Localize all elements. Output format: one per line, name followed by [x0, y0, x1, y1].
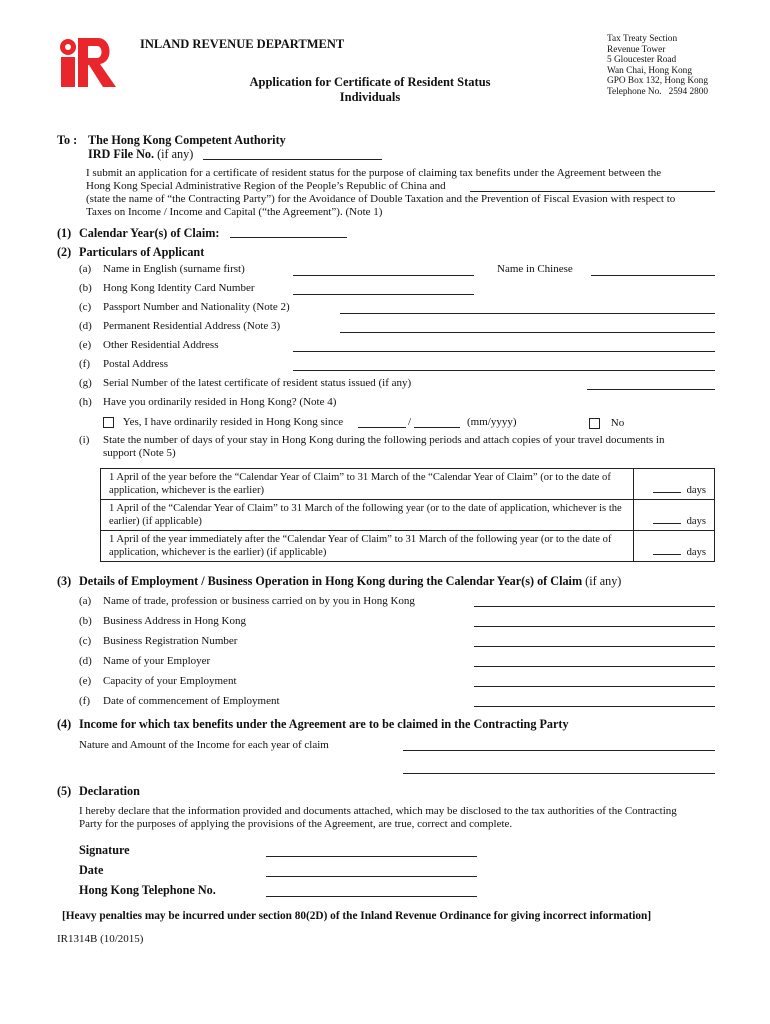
br-number-field[interactable]	[474, 646, 715, 647]
resided-since-year-field[interactable]	[414, 427, 460, 428]
s3-item-e-label: Capacity of your Employment	[103, 675, 237, 687]
english-name-field[interactable]	[293, 275, 474, 276]
item-b-label: Hong Kong Identity Card Number	[103, 282, 255, 294]
address-line: Tax Treaty Section	[607, 34, 678, 44]
employment-capacity-field[interactable]	[474, 686, 715, 687]
ird-file-label: IRD File No.	[88, 147, 155, 161]
resided-since-month-field[interactable]	[358, 427, 406, 428]
table-row	[101, 500, 715, 531]
days-cell[interactable]	[634, 469, 715, 500]
date-label: Date	[79, 863, 104, 877]
chinese-name-field[interactable]	[591, 275, 715, 276]
item-h-letter: (h)	[79, 396, 92, 408]
section5-title: Declaration	[79, 784, 140, 798]
section5-number: (5)	[57, 784, 72, 798]
form-title-line2: Individuals	[339, 90, 401, 104]
chinese-name-label: Name in Chinese	[497, 263, 573, 275]
item-i-label-line1: State the number of days of your stay in Hong Kong during the following periods and attach copies of your travel documents in	[103, 434, 665, 446]
table-row	[101, 531, 715, 562]
permanent-address-field[interactable]	[340, 332, 715, 333]
s3-item-f-label: Date of commencement of Employment	[103, 695, 280, 707]
address-line: GPO Box 132, Hong Kong	[607, 76, 708, 86]
s3-item-c-letter: (c)	[79, 635, 92, 647]
resided-yes-checkbox[interactable]	[103, 417, 114, 428]
trade-name-field[interactable]	[474, 606, 715, 607]
item-h-label: Have you ordinarily resided in Hong Kong? (Note 4)	[103, 396, 337, 408]
ird-file-suffix: (if any)	[157, 147, 194, 161]
item-g-label: Serial Number of the latest certificate of resident status issued (if any)	[103, 377, 412, 389]
postal-address-field[interactable]	[293, 370, 715, 371]
item-i-letter: (i)	[79, 434, 90, 446]
item-f-label: Postal Address	[103, 358, 169, 370]
form-code: IR1314B (10/2015)	[57, 933, 144, 945]
section2-title: Particulars of Applicant	[79, 245, 205, 259]
period-description: 1 April of the year before the “Calendar Year of Claim” to 31 March of the “Calendar Year of Claim” (or to the date of application, whichever is the earlier)	[101, 469, 634, 500]
item-i-label-line2: support (Note 5)	[103, 447, 176, 459]
calendar-year-field[interactable]	[230, 237, 347, 238]
section2-number: (2)	[57, 245, 72, 259]
days-unit: days	[686, 516, 706, 527]
item-e-letter: (e)	[79, 339, 92, 351]
address-line: Wan Chai, Hong Kong	[607, 65, 692, 76]
signature-label: Signature	[79, 843, 130, 857]
item-c-letter: (c)	[79, 301, 92, 313]
s3-item-f-letter: (f)	[79, 695, 90, 707]
business-address-field[interactable]	[474, 626, 715, 627]
office-address	[607, 34, 708, 97]
intro-line3: (state the name of “the Contracting Party”) for the Avoidance of Double Taxation and the Prevention of Fiscal Evasion with respect to	[86, 193, 676, 205]
resided-yes-option	[103, 416, 343, 428]
section1-title: Calendar Year(s) of Claim:	[79, 226, 220, 240]
days-unit: days	[686, 547, 706, 558]
phone-field[interactable]	[266, 896, 477, 897]
authority-name: The Hong Kong Competent Authority	[88, 133, 286, 147]
resided-no-label: No	[610, 417, 625, 429]
s3-item-a-label: Name of trade, profession or business carried on by you in Hong Kong	[103, 595, 415, 607]
address-line: Telephone No. 2594 2800	[607, 86, 709, 97]
ird-file-row	[88, 147, 193, 162]
section4-number: (4)	[57, 717, 72, 731]
department-name: INLAND REVENUE DEPARTMENT	[140, 37, 345, 51]
s3-item-c-label: Business Registration Number	[103, 635, 238, 647]
section3-number: (3)	[57, 574, 72, 588]
item-e-label: Other Residential Address	[103, 339, 219, 351]
item-g-letter: (g)	[79, 377, 92, 389]
hkid-field[interactable]	[293, 294, 474, 295]
form-title-line1: Application for Certificate of Resident Status	[249, 75, 491, 89]
contracting-party-field[interactable]	[470, 191, 715, 192]
other-address-field[interactable]	[293, 351, 715, 352]
phone-label: Hong Kong Telephone No.	[79, 883, 216, 897]
income-field-line1[interactable]	[403, 750, 715, 751]
days-cell[interactable]	[634, 500, 715, 531]
ird-file-field[interactable]	[203, 159, 382, 160]
ird-logo	[58, 36, 118, 88]
item-a-label: Name in English (surname first)	[103, 263, 245, 275]
table-row	[101, 469, 715, 500]
income-field-line2[interactable]	[403, 773, 715, 774]
employer-name-field[interactable]	[474, 666, 715, 667]
s3-item-b-label: Business Address in Hong Kong	[103, 615, 247, 627]
resided-no-checkbox[interactable]	[589, 418, 600, 429]
section3-title-row	[79, 574, 621, 589]
item-c-label: Passport Number and Nationality (Note 2)	[103, 301, 290, 313]
s3-item-e-letter: (e)	[79, 675, 92, 687]
item-a-letter: (a)	[79, 263, 92, 275]
item-d-letter: (d)	[79, 320, 92, 332]
address-line: 5 Gloucester Road	[607, 55, 677, 65]
date-field[interactable]	[266, 876, 477, 877]
penalty-notice: [Heavy penalties may be incurred under section 80(2D) of the Inland Revenue Ordinance for giving incorrect information]	[62, 910, 652, 922]
passport-field[interactable]	[340, 313, 715, 314]
s3-item-d-label: Name of your Employer	[103, 655, 211, 667]
commencement-date-field[interactable]	[474, 706, 715, 707]
intro-line2: Hong Kong Special Administrative Region of the People’s Republic of China and	[86, 180, 446, 192]
section1-number: (1)	[57, 226, 72, 240]
address-line: Revenue Tower	[607, 44, 666, 55]
period-description: 1 April of the year immediately after the “Calendar Year of Claim” to 31 March of the following year (or to the date of application, whichever is the earlier) (if applicable)	[101, 531, 634, 562]
days-unit: days	[686, 485, 706, 496]
to-label: To :	[57, 133, 78, 147]
item-b-letter: (b)	[79, 282, 92, 294]
date-format-hint: (mm/yyyy)	[467, 416, 517, 428]
signature-field[interactable]	[266, 856, 477, 857]
declaration-line1: I hereby declare that the information provided and documents attached, which may be disclosed to the tax authorities of the Contracting	[79, 805, 677, 817]
declaration-line2: Party for the purposes of applying the provisions of the Agreement, are true, correct and complete.	[79, 818, 513, 830]
section3-title: Details of Employment / Business Operation in Hong Kong during the Calendar Year(s) of Claim	[79, 574, 583, 588]
income-label: Nature and Amount of the Income for each year of claim	[79, 739, 329, 751]
intro-line4: Taxes on Income / Income and Capital (“the Agreement”). (Note 1)	[86, 206, 383, 218]
intro-line1: I submit an application for a certificate of resident status for the purpose of claiming tax benefits under the Agreement between the	[86, 167, 662, 179]
date-slash: /	[408, 416, 412, 428]
s3-item-d-letter: (d)	[79, 655, 92, 667]
s3-item-b-letter: (b)	[79, 615, 92, 627]
resided-no-option	[589, 417, 624, 429]
section3-title-suffix: (if any)	[585, 574, 622, 588]
serial-number-field[interactable]	[587, 389, 715, 390]
item-d-label: Permanent Residential Address (Note 3)	[103, 320, 281, 332]
section4-title: Income for which tax benefits under the Agreement are to be claimed in the Contracting Party	[79, 717, 569, 731]
resided-yes-label: Yes, I have ordinarily resided in Hong Kong since	[122, 416, 344, 428]
item-f-letter: (f)	[79, 358, 90, 370]
ird-logo-graphic	[58, 36, 118, 88]
days-of-stay-table	[100, 468, 715, 562]
s3-item-a-letter: (a)	[79, 595, 92, 607]
days-cell[interactable]	[634, 531, 715, 562]
period-description: 1 April of the “Calendar Year of Claim” to 31 March of the following year (or to the date of application, whichever is the earlier) (if applicable)	[101, 500, 634, 531]
